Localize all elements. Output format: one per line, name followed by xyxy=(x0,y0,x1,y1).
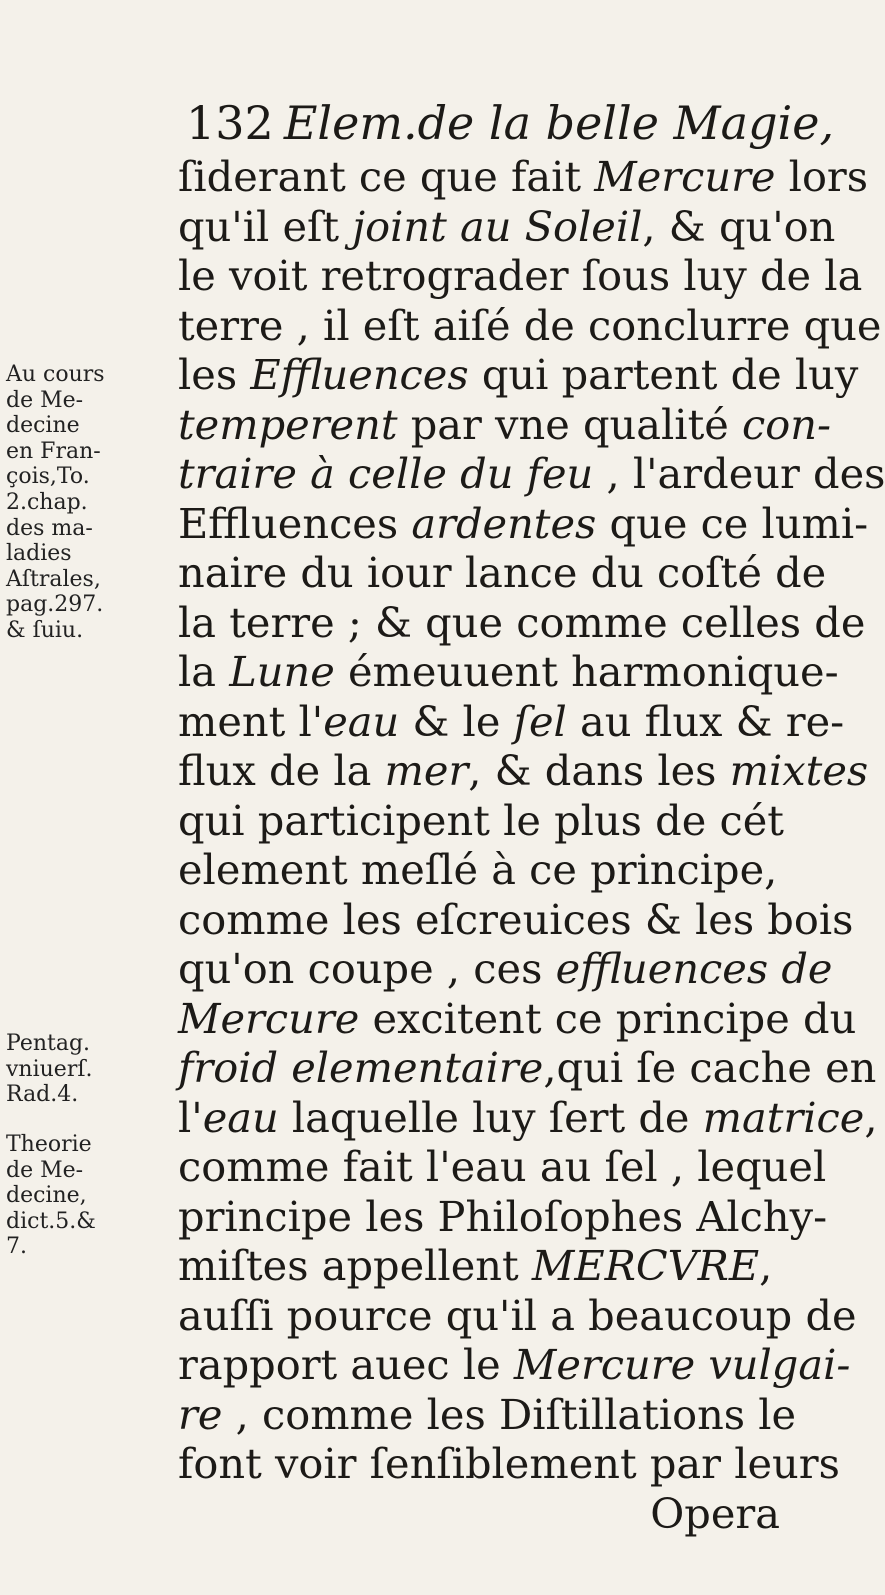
margin-note-line: 7. xyxy=(6,1234,27,1260)
text-line xyxy=(178,1092,878,1143)
text-run: qui partent de luy xyxy=(468,350,859,399)
text-run: Effluences xyxy=(178,498,412,548)
text-run: ment l' xyxy=(178,696,324,746)
text-run: , xyxy=(759,1241,773,1290)
text-run: rapport auec le xyxy=(178,1340,514,1389)
margin-note-line: vniuerſ. xyxy=(6,1056,93,1082)
italic-text-run: Mercure xyxy=(594,152,776,201)
margin-note-line: çois,To. xyxy=(6,464,90,490)
text-run: , xyxy=(864,1092,878,1142)
text-run: le voit retrograder ſous luy de la xyxy=(178,251,863,300)
text-line xyxy=(178,796,788,846)
italic-text-run: ſel xyxy=(513,696,567,746)
margin-note-line: Au cours xyxy=(6,362,105,387)
margin-note-pentagone xyxy=(6,1031,174,1108)
text-run: terre , il eſt aiſé de conclurre que xyxy=(178,300,882,350)
text-run: qu'on coupe , ces xyxy=(178,944,556,993)
text-run: excitent ce principe du xyxy=(359,993,857,1043)
italic-text-run: eau xyxy=(323,696,400,746)
text-line xyxy=(178,498,869,549)
text-run: l' xyxy=(178,1092,203,1142)
text-line xyxy=(178,300,882,351)
italic-text-run: Mercure xyxy=(178,993,360,1043)
text-run: flux de la xyxy=(178,746,385,795)
text-run: auſſi pource qu'il a beaucoup de xyxy=(178,1290,857,1340)
text-line xyxy=(178,201,836,252)
italic-text-run: temperent xyxy=(178,399,398,449)
margin-note-line: de Me- xyxy=(6,387,84,413)
text-line xyxy=(178,449,885,499)
margin-note-line: & ſuiu. xyxy=(6,617,84,643)
margin-note-line: ladies xyxy=(6,541,72,567)
running-title: Elem.de la belle Magie, xyxy=(283,96,835,150)
page-number: 132 xyxy=(186,96,274,150)
text-line xyxy=(178,944,833,994)
text-line xyxy=(178,1389,797,1440)
margin-note-cours-medecine xyxy=(6,362,174,644)
margin-note-line: Rad.4. xyxy=(6,1082,79,1108)
text-line xyxy=(178,399,831,450)
body-text xyxy=(178,152,885,1538)
text-run: au flux & re- xyxy=(566,696,845,746)
text-line xyxy=(178,350,859,400)
text-run: lors xyxy=(775,152,869,201)
text-run: ,qui ſe cache en xyxy=(543,1043,877,1092)
text-line xyxy=(178,746,869,796)
text-line xyxy=(178,251,863,301)
text-line xyxy=(178,696,845,747)
italic-text-run: mer xyxy=(384,746,469,795)
margin-note-line: dict.5.& xyxy=(6,1208,96,1234)
text-run: la terre ; & que comme celles de xyxy=(178,597,866,647)
italic-text-run: con- xyxy=(742,399,831,449)
text-run: font voir ſenſiblement par leurs xyxy=(178,1439,840,1488)
italic-text-run: froid elementaire xyxy=(178,1043,544,1092)
text-run: ſiderant ce que fait xyxy=(178,152,595,201)
text-line xyxy=(178,152,869,202)
text-line xyxy=(178,1142,827,1192)
italic-text-run: eau xyxy=(202,1092,279,1142)
text-run: , & dans les xyxy=(468,746,730,795)
text-line xyxy=(178,1340,851,1390)
margin-note-line: en Fran- xyxy=(6,438,101,464)
text-run: que ce lumi- xyxy=(596,498,869,548)
italic-text-run: MERCVRE xyxy=(531,1241,760,1290)
italic-text-run: matrice xyxy=(702,1092,865,1142)
text-line xyxy=(178,1043,877,1093)
margin-note-line: Aſtrales, xyxy=(6,566,101,592)
text-run: & le xyxy=(399,696,514,746)
margin-note-line: Theorie xyxy=(6,1132,92,1157)
text-line xyxy=(178,894,854,945)
text-line xyxy=(178,597,866,648)
margin-note-line: pag.297. xyxy=(6,592,104,618)
text-run: émeuuent harmonique- xyxy=(334,647,839,696)
text-run: qui participent le plus de cét xyxy=(178,795,784,845)
text-line xyxy=(178,1241,788,1291)
text-run: qu'il eſt xyxy=(178,201,353,251)
text-run: les xyxy=(178,350,251,399)
italic-text-run: Effluences xyxy=(250,350,469,399)
italic-text-run: Lune xyxy=(229,647,335,696)
text-line xyxy=(178,647,839,697)
text-line xyxy=(178,1439,840,1489)
text-run: naire du iour lance du coſté de xyxy=(178,548,827,597)
margin-note-line: Pentag. xyxy=(6,1031,91,1056)
text-run: par vne qualité xyxy=(397,399,742,449)
margin-note-line: decine xyxy=(6,413,80,439)
text-run: laquelle luy ſert de xyxy=(278,1092,703,1142)
catchword: Opera xyxy=(650,1488,780,1538)
text-run: , & qu'on xyxy=(642,201,836,251)
text-run: principe les Philoſophes Alchy- xyxy=(178,1191,828,1241)
text-run: element meſlé à ce principe, xyxy=(178,845,778,894)
margin-note-line: 2.chap. xyxy=(6,489,88,515)
text-line xyxy=(178,993,857,1044)
italic-text-run: traire à celle du feu xyxy=(178,449,594,498)
text-run: la xyxy=(178,647,230,696)
text-run: miſtes appellent xyxy=(178,1241,532,1290)
text-line xyxy=(178,1191,828,1242)
margin-note-line: decine, xyxy=(6,1183,87,1209)
text-line xyxy=(178,1290,857,1341)
margin-note-line: de Me- xyxy=(6,1157,84,1183)
text-run: comme fait l'eau au ſel , lequel xyxy=(178,1142,827,1191)
italic-text-run: effluences de xyxy=(555,944,833,993)
italic-text-run: joint au Soleil xyxy=(352,201,643,251)
margin-note-line: des ma- xyxy=(6,515,93,541)
text-line xyxy=(178,845,788,895)
italic-text-run: re xyxy=(178,1389,223,1439)
margin-note-theorie-medecine xyxy=(6,1132,174,1260)
text-run: comme les eſcreuices & les bois xyxy=(178,894,854,944)
italic-text-run: Mercure vulgai- xyxy=(513,1340,851,1389)
text-run: , l'ardeur des xyxy=(593,449,885,498)
italic-text-run: ardentes xyxy=(411,498,597,548)
text-line xyxy=(178,548,827,598)
page-header xyxy=(186,96,835,150)
italic-text-run: mixtes xyxy=(729,746,869,795)
text-run: , comme les Diſtillations le xyxy=(222,1389,797,1439)
